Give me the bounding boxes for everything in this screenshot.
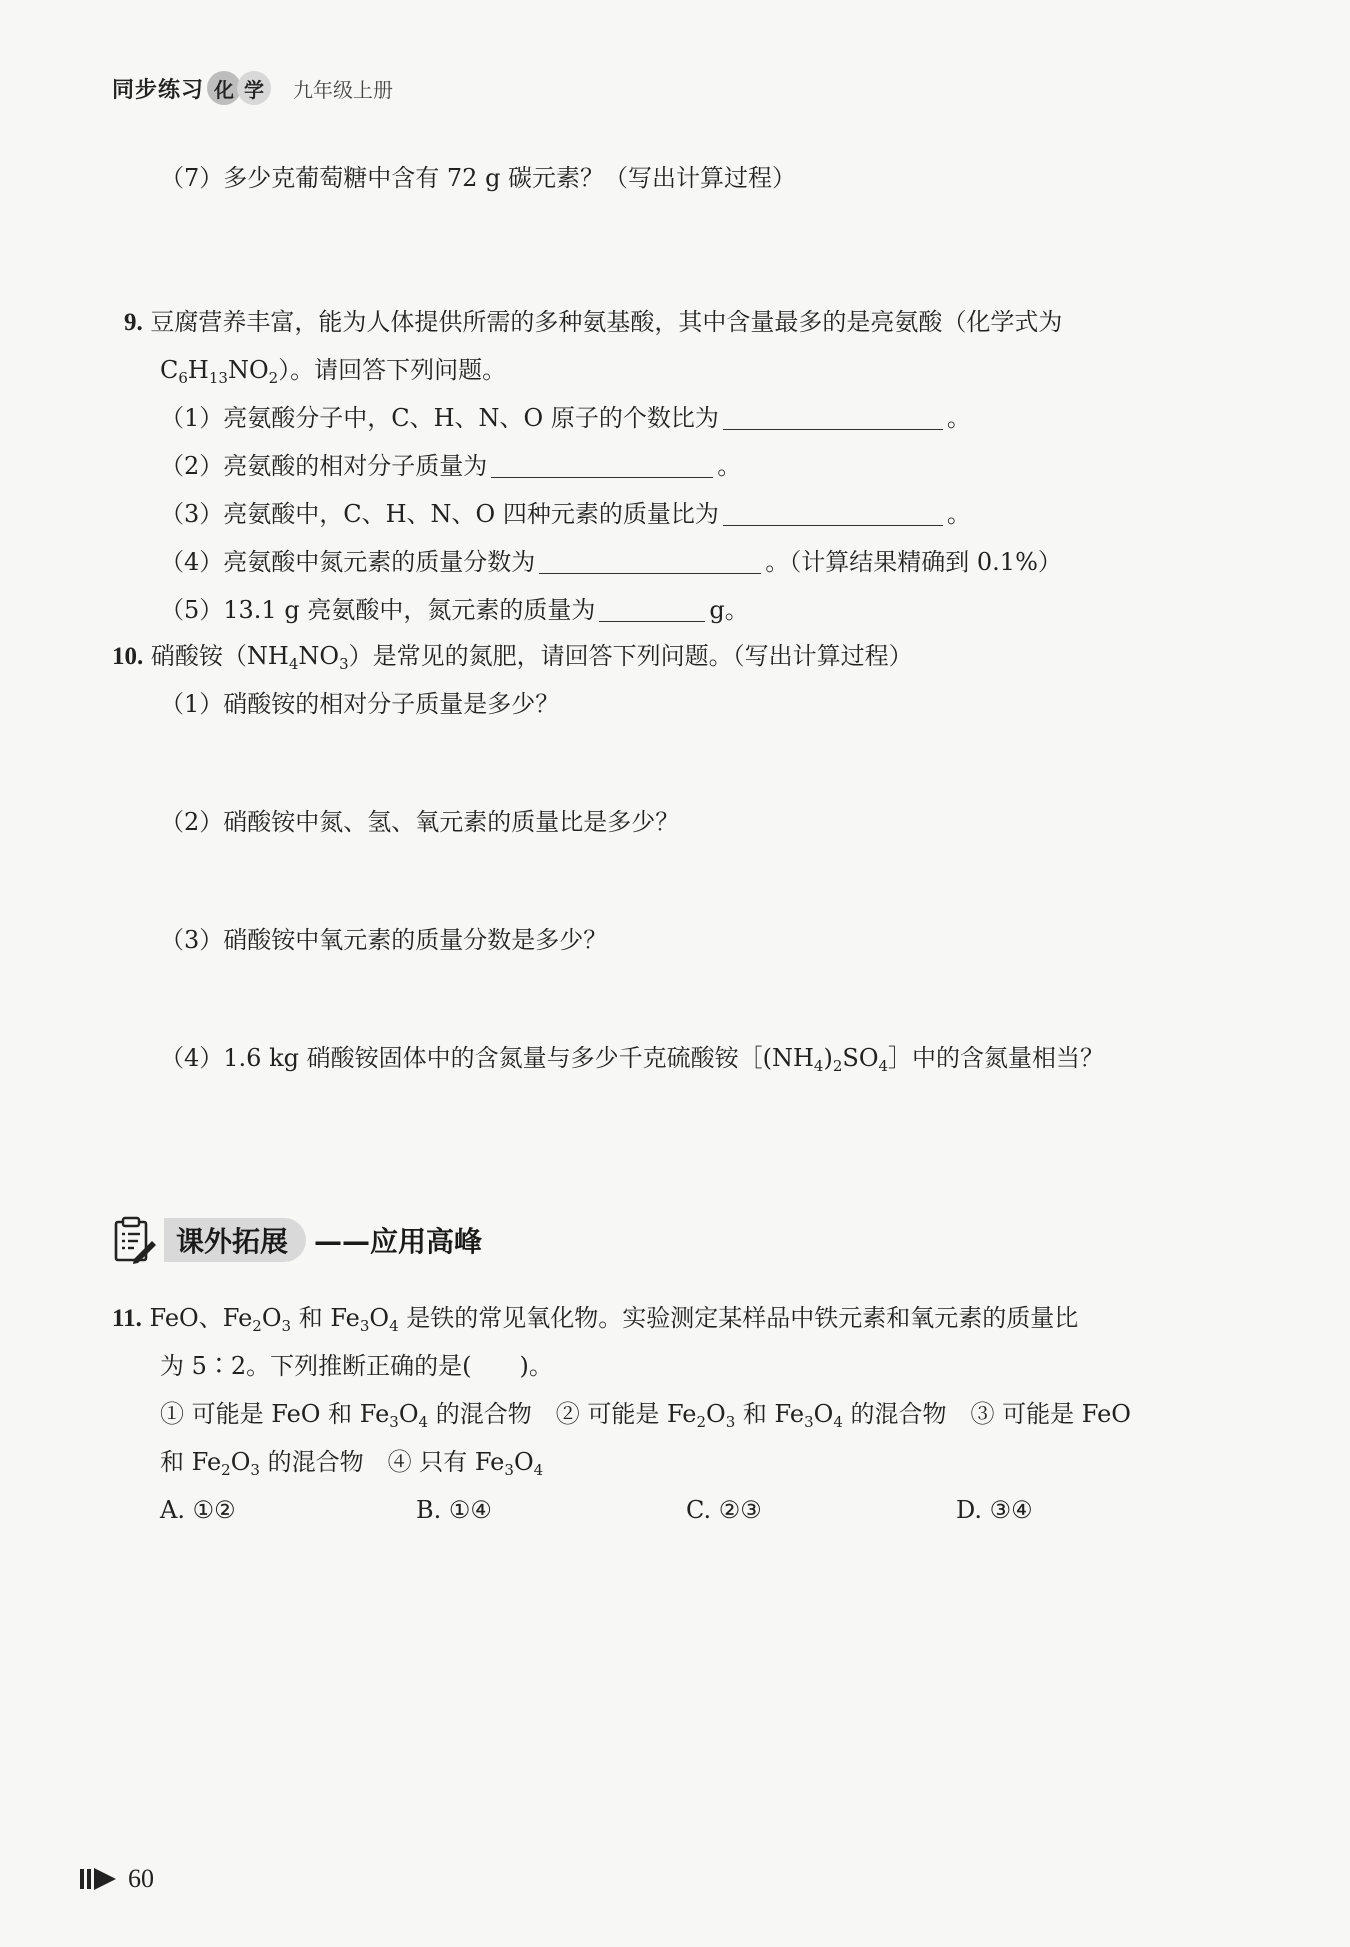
section-header: [112, 1212, 482, 1268]
stem-part: NO: [298, 642, 340, 670]
q9-stem-line2: [160, 354, 506, 386]
text-part: 的混合物 ④ 只有 Fe: [259, 1448, 505, 1476]
part-text: （4）1.6 kg 硝酸铵固体中的含氮量与多少千克硫酸铵［(NH: [160, 1044, 814, 1072]
text-part: O: [513, 1448, 534, 1476]
part-text: （1）亮氨酸分子中，C、H、N、O 原子的个数比为: [160, 404, 719, 432]
q8-part7: （7）多少克葡萄糖中含有 72 g 碳元素？（写出计算过程）: [160, 164, 797, 192]
clipboard-pencil-icon: [112, 1215, 158, 1265]
option-d[interactable]: D. ③④: [956, 1496, 1033, 1524]
q10-part2: （2）硝酸铵中氮、氢、氧元素的质量比是多少？: [160, 808, 680, 836]
text-part: 和 Fe: [735, 1400, 805, 1428]
q10-part3: （3）硝酸铵中氧元素的质量分数是多少？: [160, 926, 608, 954]
page-header: [112, 68, 393, 108]
subscript: 13: [208, 369, 228, 387]
q10-number: 10.: [112, 643, 144, 670]
subscript: 4: [833, 1413, 843, 1431]
subscript: 4: [389, 1317, 399, 1335]
q11-line4: [160, 1446, 543, 1478]
answer-blank[interactable]: [491, 453, 713, 478]
subscript: 4: [813, 1057, 824, 1075]
subscript: 2: [268, 369, 279, 387]
option-b[interactable]: B. ①④: [416, 1496, 492, 1524]
subscript: 4: [878, 1057, 889, 1075]
text-part: O: [398, 1400, 419, 1428]
subscript: 3: [250, 1461, 260, 1479]
text-part: O: [261, 1304, 282, 1332]
part-text: （5）13.1 g 亮氨酸中，氮元素的质量为: [160, 596, 596, 624]
page-arrow-icon: [80, 1866, 118, 1892]
text-part: 的混合物 ③ 可能是 FeO: [842, 1400, 1131, 1428]
text-part: O: [369, 1304, 390, 1332]
text-part: O: [813, 1400, 834, 1428]
q9-part2: [160, 450, 741, 482]
answer-blank[interactable]: [599, 597, 705, 622]
q10-part4: [160, 1042, 1104, 1074]
page-footer: [80, 1864, 154, 1894]
formula-part: H: [187, 356, 209, 384]
subscript: 3: [339, 655, 349, 673]
subscript: 3: [804, 1413, 814, 1431]
q9-part1: [160, 402, 971, 434]
q9-part3: [160, 498, 971, 530]
part-end: 。（计算结果精确到 0.1%）: [765, 548, 1062, 576]
text-part: 的混合物 ② 可能是 Fe: [428, 1400, 697, 1428]
subscript: 3: [281, 1317, 292, 1335]
option-a[interactable]: A. ①②: [160, 1496, 236, 1524]
q10-part1: （1）硝酸铵的相对分子质量是多少？: [160, 690, 560, 718]
part-end: 。: [717, 452, 742, 480]
text-part: FeO、Fe: [149, 1304, 253, 1332]
answer-blank[interactable]: [723, 405, 943, 430]
q9-stem-text: 豆腐营养丰富，能为人体提供所需的多种氨基酸，其中含量最多的是亮氨酸（化学式为: [150, 308, 1063, 336]
q9-part5: [160, 594, 749, 626]
part-text: SO: [842, 1044, 879, 1072]
text-part: O: [706, 1400, 726, 1428]
text-part: ① 可能是 FeO 和 Fe: [160, 1400, 390, 1428]
stem-part: 硝酸铵（NH: [150, 642, 289, 670]
subject-char-1: 化: [207, 71, 241, 105]
subscript: 4: [288, 655, 299, 673]
part-end: 。: [946, 404, 971, 432]
subscript: 3: [359, 1317, 370, 1335]
answer-blank[interactable]: [723, 501, 943, 526]
stem-part: ）是常见的氮肥，请回答下列问题。（写出计算过程）: [348, 642, 913, 670]
subscript: 3: [504, 1461, 514, 1479]
subscript: 4: [418, 1413, 429, 1431]
grade-label: 九年级上册: [293, 77, 394, 102]
subscript: 2: [696, 1413, 707, 1431]
subscript: 2: [252, 1317, 262, 1335]
subscript: 2: [832, 1057, 843, 1075]
q11-number: 11.: [112, 1305, 142, 1332]
option-c[interactable]: C. ②③: [686, 1496, 762, 1524]
part-text: （4）亮氨酸中氮元素的质量分数为: [160, 548, 536, 576]
part-end: 。: [946, 500, 971, 528]
q11-line2: 为 5∶2。下列推断正确的是( )。: [160, 1352, 553, 1380]
text-part: 和 Fe: [160, 1448, 222, 1476]
answer-blank[interactable]: [539, 549, 761, 574]
part-text: ): [823, 1044, 833, 1072]
page-number: 60: [128, 1864, 154, 1893]
text-part: 是铁的常见氧化物。实验测定某样品中铁元素和氧元素的质量比: [398, 1304, 1079, 1332]
stem-end: ）。请回答下列问题。: [278, 356, 507, 384]
subscript: 6: [178, 369, 188, 387]
q9-part4: [160, 546, 1062, 578]
part-text: ］中的含氮量相当？: [888, 1044, 1105, 1072]
subscript: 3: [725, 1413, 736, 1431]
subscript: 2: [221, 1461, 231, 1479]
text-part: O: [230, 1448, 251, 1476]
q9-stem-line1: [124, 306, 1062, 339]
formula-part: C: [160, 356, 179, 384]
q9-number: 9.: [124, 309, 143, 336]
series-title: 同步练习: [112, 77, 205, 103]
q11-line3: [160, 1398, 1131, 1430]
part-end: g。: [709, 596, 749, 624]
q10-stem: [112, 640, 913, 673]
q11-line1: [112, 1302, 1078, 1335]
part-text: （2）亮氨酸的相对分子质量为: [160, 452, 488, 480]
subscript: 4: [533, 1461, 544, 1479]
section-title: 课外拓展: [164, 1218, 306, 1262]
formula-part: NO: [227, 356, 269, 384]
section-subtitle: ——应用高峰: [314, 1225, 483, 1258]
part-text: （3）亮氨酸中，C、H、N、O 四种元素的质量比为: [160, 500, 719, 528]
text-part: 和 Fe: [291, 1304, 360, 1332]
subject-char-2: 学: [237, 71, 271, 105]
subscript: 3: [389, 1413, 399, 1431]
